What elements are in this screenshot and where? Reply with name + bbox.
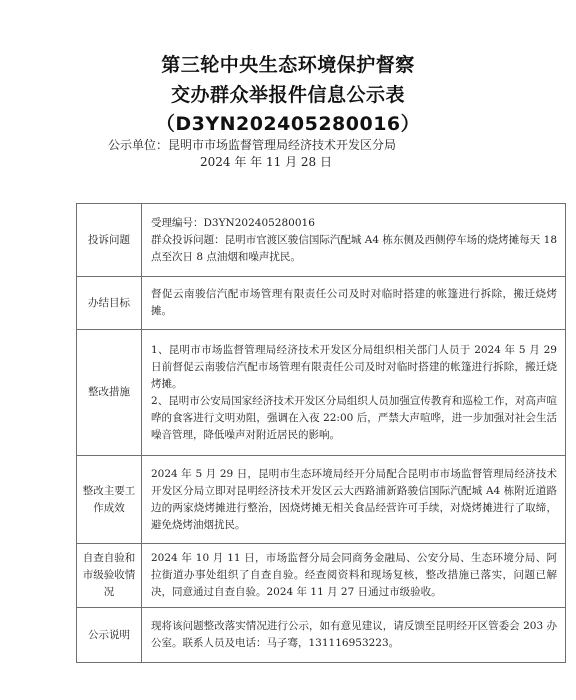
document-title-line-2: 交办群众举报件信息公示表 [170,84,405,106]
table-row [77,456,566,544]
row-content [142,277,566,330]
table-row [77,608,566,663]
content-line: 2、昆明市公安局国家经济技术开发区分局组织人员加强宣传教育和巡检工作，对高声喧哗的食客进行文明劝阻，强调在入夜 22:00 后，严禁大声喧哗，进一步加强对社会生活噪音管理，降低噪声对附近居民的影响。 [151,394,557,441]
content-line: 督促云南骏信汽配市场管理有限责任公司及时对临时搭建的帐篷进行拆除，搬迁烧烤摊。 [151,288,557,317]
document-title-line-3: （D3YN202405280016） [155,113,421,135]
row-label: 整改主要工作成效 [77,456,142,544]
row-content [142,544,566,608]
row-label: 办结目标 [77,277,142,330]
row-content [142,204,566,277]
row-content [142,330,566,456]
row-label: 整改措施 [77,330,142,456]
table-row [77,277,566,330]
publishing-unit: 公示单位：昆明市市场监督管理局经济技术开发区分局 [108,138,397,152]
publish-date: 2024 年 年 11 月 28 日 [200,155,332,169]
table-row [77,330,566,456]
table-row [77,544,566,608]
content-line: 群众投诉问题：昆明市官渡区骏信国际汽配城 A4 栋东侧及西侧停车场的烧烤摊每天 18 点至次日 8 点油烟和噪声扰民。 [151,233,557,263]
document-title-line-1: 第三轮中央生态环境保护督察 [161,54,415,76]
content-line: 1、昆明市市场监督管理局经济技术开发区分局组织相关部门人员于 2024 年 5 月 29 日前督促云南骏信汽配市场管理有限责任公司及时对临时搭建的帐篷进行拆除，搬迁烧烤摊。 [151,343,557,390]
content-line: 2024 年 10 月 11 日，市场监督分局会同商务金融局、公安分局、生态环境分局、阿拉街道办事处组织了自查自验。经查阅资料和现场复核，整改措施已落实，问题已解决，同意通过自查自验。2024 年 11 月 27 日通过市级验收。 [151,552,557,598]
table-row [77,204,566,277]
row-label: 投诉问题 [77,204,142,277]
row-label: 公示说明 [77,608,142,663]
report-table [76,203,566,663]
content-line: 受理编号：D3YN202405280016 [151,216,315,229]
content-line: 2024 年 5 月 29 日，昆明市生态环境局经开分局配合昆明市市场监督管理局经济技术开发区分局立即对昆明经济技术开发区云大西路浦新路骏信国际汽配城 A4 栋附近道路边的两家烧烤摊进行整治，因烧烤摊无相关食品经营许可手续，对烧烤摊进行了取缔，避免烧烤油烟扰民。 [151,467,557,531]
row-content [142,456,566,544]
content-line: 现将该问题整改落实情况进行公示，如有意见建议，请反馈至昆明经开区管委会 203 办公室。联系人员及电话：马子骞，131116953223。 [151,620,557,649]
row-label: 自查自验和市级验收情况 [77,544,142,608]
row-content [142,608,566,663]
